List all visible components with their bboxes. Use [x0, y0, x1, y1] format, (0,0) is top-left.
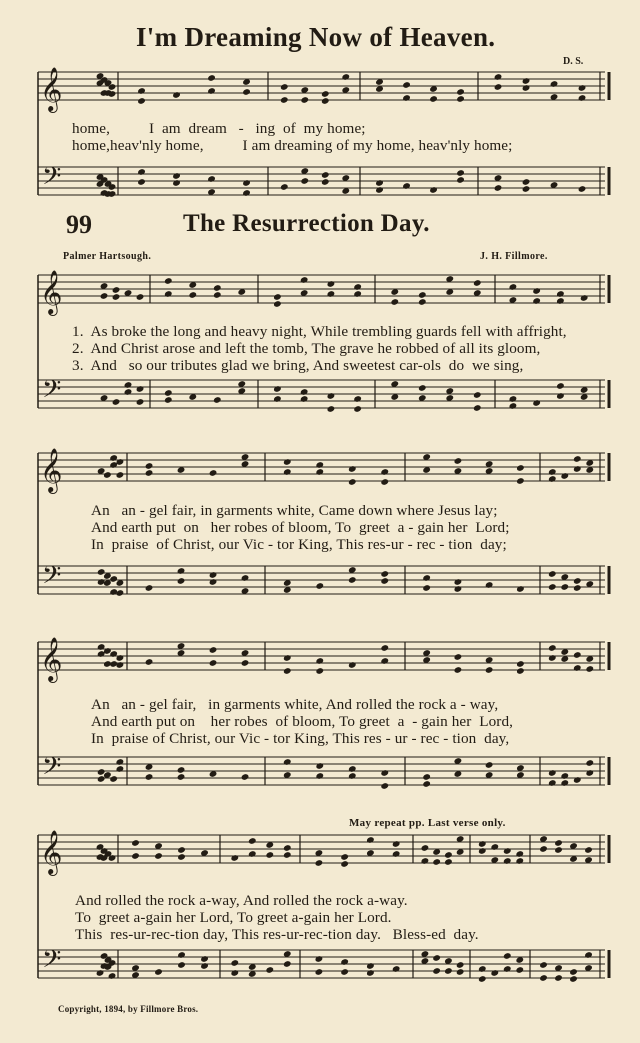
verse-3-line-3: In praise of Christ, our Vic - tor King, This res - ur - rec - tion day, — [91, 730, 510, 747]
performance-direction: May repeat pp. Last verse only. — [349, 817, 506, 829]
verse-3-line-1: 3. And so our tributes glad we bring, And sweetest car-ols do we sing, — [72, 357, 524, 374]
verse-3-line-2: In praise of Christ, our Vic - tor King, This res-ur - rec - tion day; — [91, 536, 507, 553]
top-lyric-2: home,heav'nly home, I am dreaming of my home, heav'nly home; — [72, 137, 513, 154]
verse-2-line-4: To greet a-gain her Lord, To greet a-gain her Lord. — [75, 909, 392, 926]
svg-text:𝄞: 𝄞 — [40, 67, 63, 111]
ds-mark: D. S. — [563, 56, 584, 67]
svg-text:𝄢: 𝄢 — [42, 162, 62, 197]
svg-text:𝄞: 𝄞 — [40, 448, 63, 492]
svg-text:𝄞: 𝄞 — [40, 830, 63, 874]
verse-1-line-1: 1. As broke the long and heavy night, While trembling guards fell with affright, — [72, 323, 567, 340]
verse-2-line-2: And earth put on her robes of bloom, To greet a - gain her Lord; — [91, 519, 510, 536]
svg-text:𝄢: 𝄢 — [42, 945, 62, 980]
verse-3-line-4: This res-ur-rec-tion day, This res-ur-rec-tion day. Bless-ed day. — [75, 926, 479, 943]
top-hymn-title: I'm Dreaming Now of Heaven. — [136, 22, 496, 52]
svg-text:𝄢: 𝄢 — [42, 561, 62, 596]
svg-text:𝄞: 𝄞 — [40, 637, 63, 681]
hymn-number: 99 — [66, 210, 92, 239]
composer-credit: J. H. Fillmore. — [480, 251, 548, 262]
copyright-line: Copyright, 1894, by Fillmore Bros. — [58, 1004, 199, 1014]
verse-1-line-2: An an - gel fair, in garments white, Came down where Jesus lay; — [91, 502, 498, 519]
verse-2-line-1: 2. And Christ arose and left the tomb, The grave he robbed of all its gloom, — [72, 340, 541, 357]
svg-text:𝄞: 𝄞 — [40, 270, 63, 314]
lyricist-credit: Palmer Hartsough. — [63, 251, 152, 262]
verse-1-line-3: An an - gel fair, in garments white, And rolled the rock a - way, — [91, 696, 499, 713]
verse-1-line-4: And rolled the rock a-way, And rolled the rock a-way. — [75, 892, 408, 909]
svg-text:𝄢: 𝄢 — [42, 375, 62, 410]
top-lyric-1: home, I am dream - ing of my home; — [72, 120, 366, 137]
hymn-title: The Resurrection Day. — [183, 210, 430, 237]
verse-2-line-3: And earth put on her robes of bloom, To greet a - gain her Lord, — [91, 713, 514, 730]
svg-text:𝄢: 𝄢 — [42, 752, 62, 787]
